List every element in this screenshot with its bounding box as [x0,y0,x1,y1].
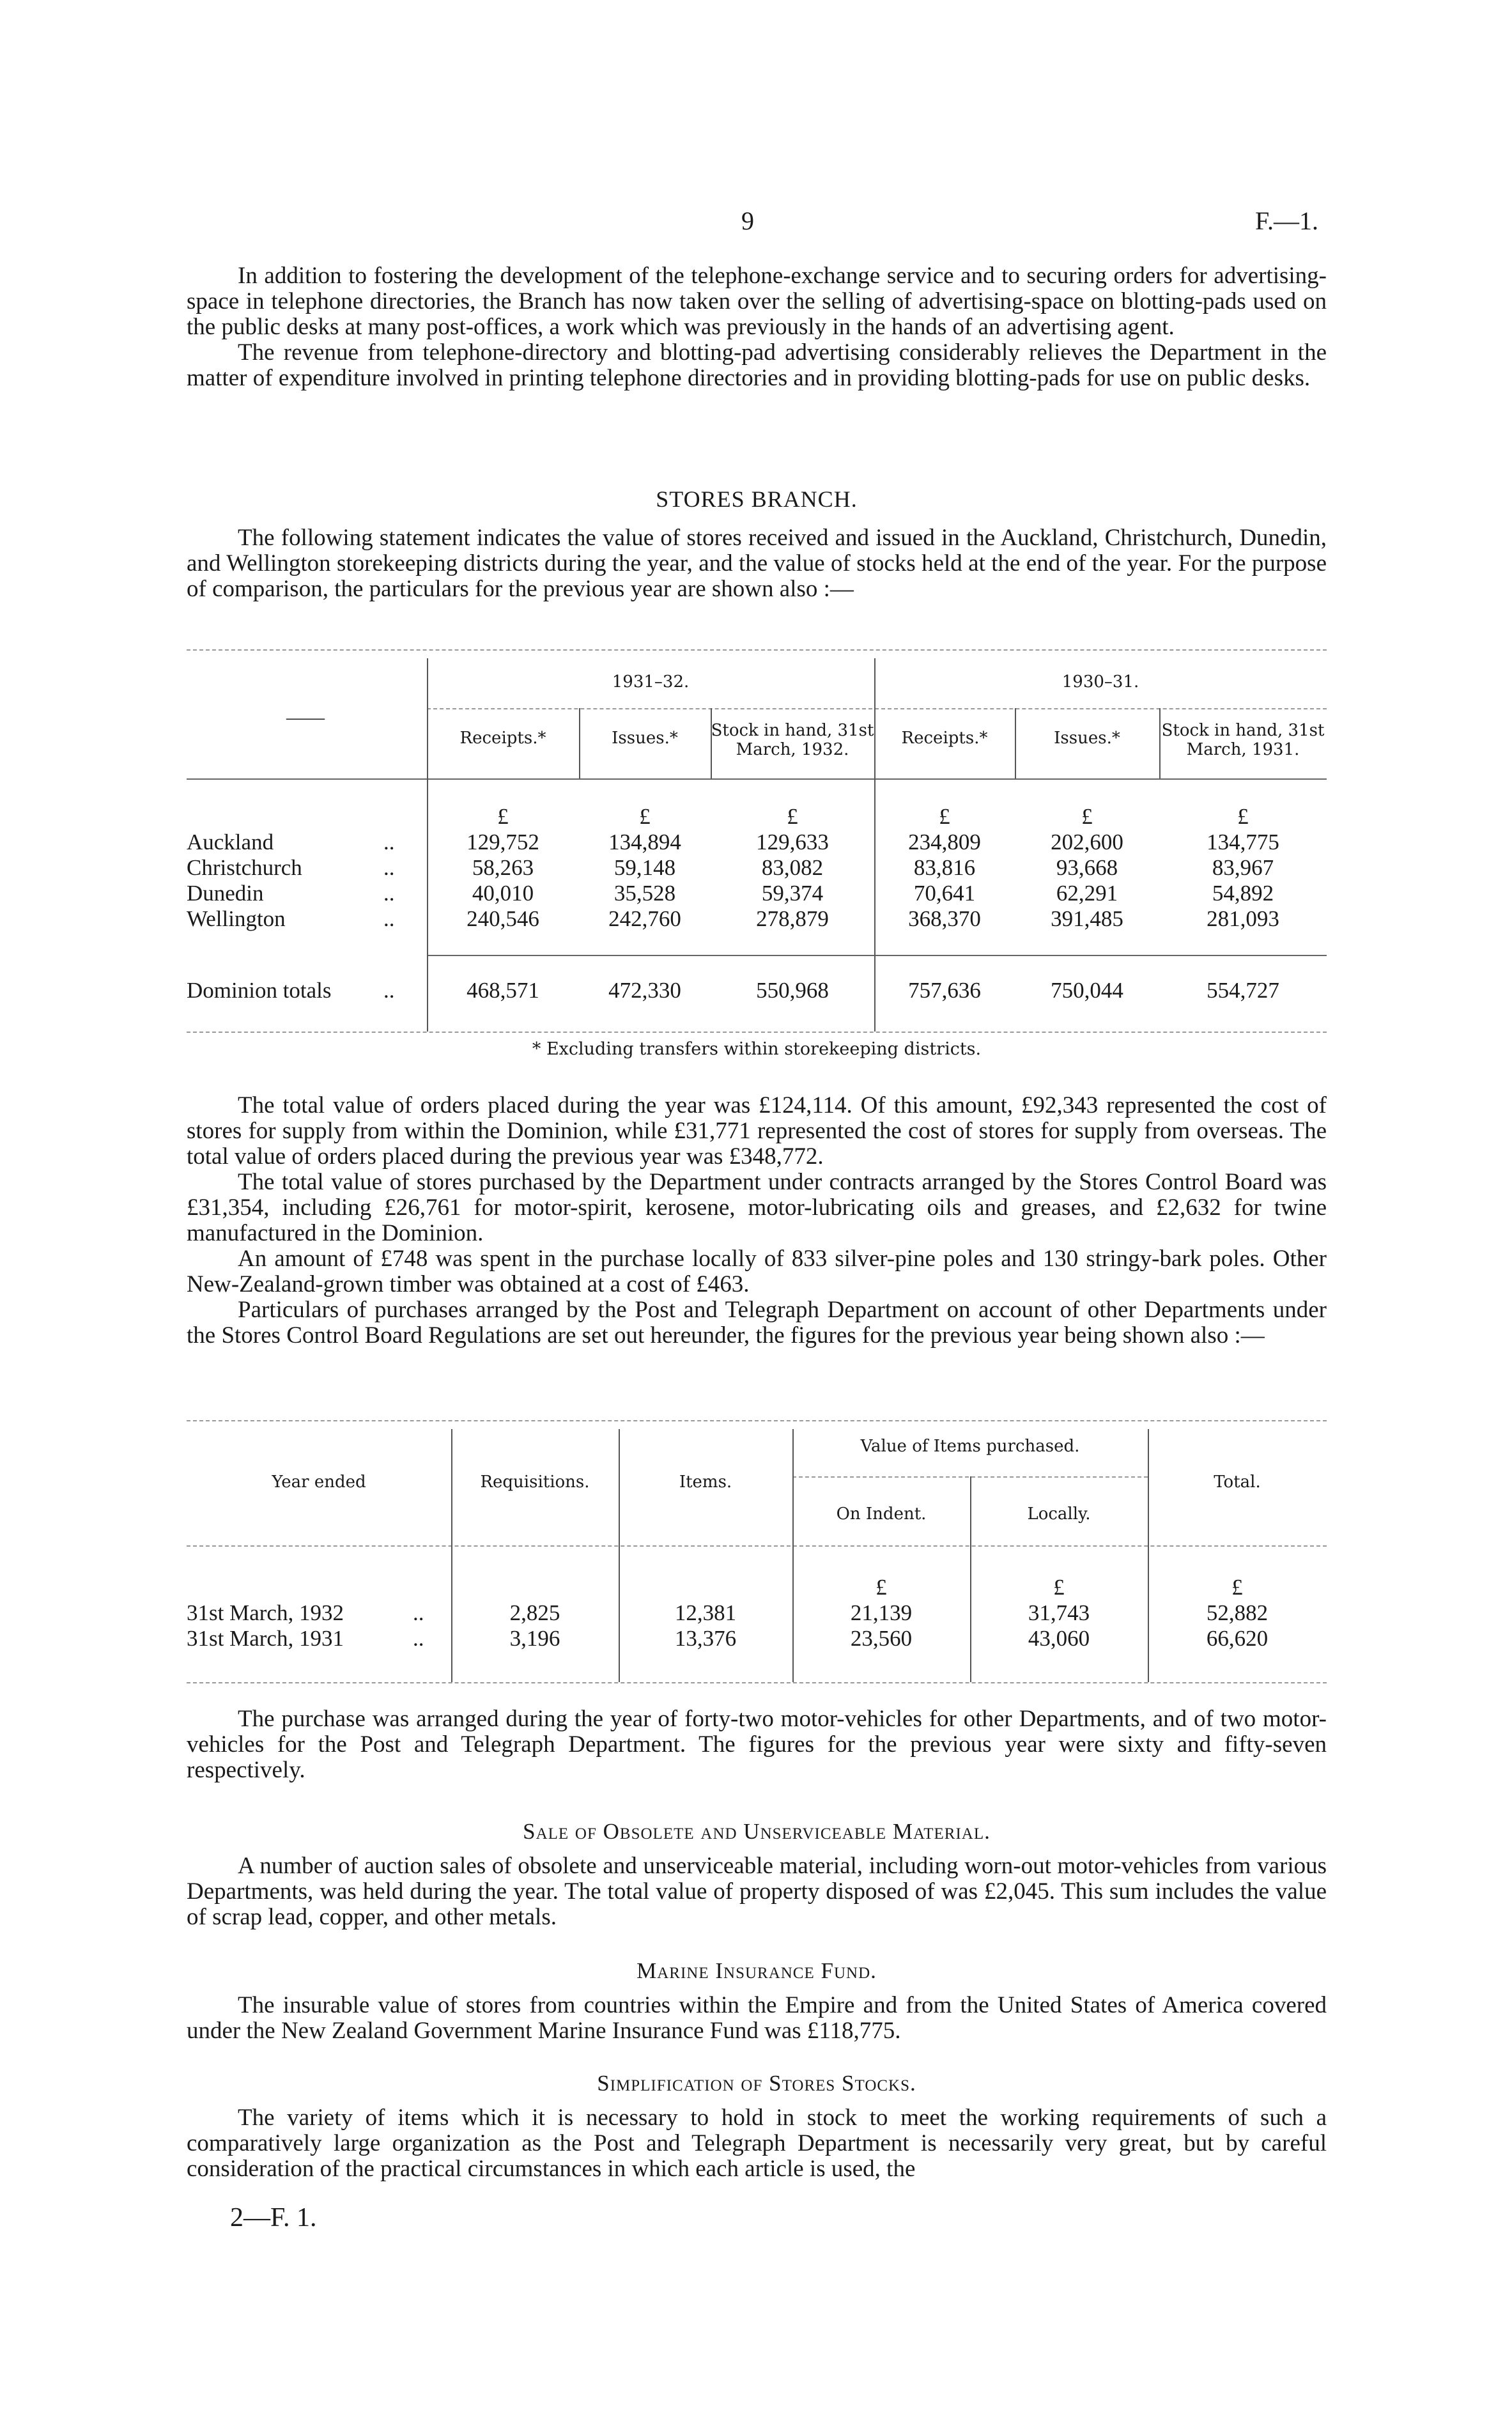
leader-dots: .. [383,881,395,906]
intro-text [187,263,1327,391]
table-row [0,1600,1512,1626]
currency-symbol: £ [787,804,798,829]
orders-paragraph-1: The total value of orders placed during the year was £124,114. Of this amount, £92,343 represented the cost of stores for supply from within the Dominion, while £31,771 represented the cost of stores for supply from overseas. The total value of orders placed during the previous year was £348,772. [187,1092,1327,1170]
sale-text [187,1853,1327,1930]
col-stock-1932: Stock in hand, 31st March, 1932. [711,721,874,759]
vehicles-text [187,1706,1327,1783]
table-row [0,1626,1512,1651]
currency-symbol: £ [1053,1575,1065,1600]
leader-dots: .. [383,830,395,854]
stores-intro [187,525,1327,602]
currency-row [0,1575,1512,1600]
column-rule [451,1429,452,1682]
period-1931-32: 1931–32. [612,672,690,692]
locally-cell: 43,060 [1028,1626,1090,1651]
table-row [0,906,1512,932]
indent-cell: 21,139 [850,1600,913,1625]
table-bottom-rule [187,1032,1327,1033]
total-cell: 66,620 [1206,1626,1269,1651]
leader-dots: .. [383,978,395,1003]
table-top-rule [187,1420,1327,1421]
marine-paragraph: The insurable value of stores from countries within the Empire and from the United States of America covered under the New Zealand Government Marine Insurance Fund was £118,775. [187,1992,1327,2044]
stores-intro-paragraph: The following statement indicates the value of stores received and issued in the Auckland, Christchurch, Dunedin, and Wellington storekeeping districts during the year, and the value of stocks held at the end of the year. For the purpose of comparison, the particulars for the previous year are shown also :— [187,525,1327,602]
col-year-ended: Year ended [272,1473,366,1492]
currency-symbol: £ [876,1575,887,1600]
value-cell: 240,546 [467,906,539,931]
col-on-indent: On Indent. [836,1504,927,1524]
column-rule [711,708,712,778]
currency-symbol: £ [939,804,950,829]
value-cell: 40,010 [472,881,534,906]
items-cell: 12,381 [674,1600,737,1625]
value-cell: 58,263 [472,855,534,880]
sale-heading: Sale of Obsolete and Unserviceable Material. [523,1819,991,1844]
district-label: Auckland [187,830,274,854]
table-row [0,855,1512,881]
value-cell: 202,600 [1051,830,1123,854]
value-cell: 83,082 [761,855,824,880]
orders-text [187,1093,1327,1349]
year-label: 31st March, 1931 [187,1626,344,1651]
col-items: Items. [679,1473,732,1492]
column-rule [1159,708,1161,778]
orders-paragraph-4: Particulars of purchases arranged by the Post and Telegraph Department on account of other Departments under the Stores Control Board Regulations are set out hereunder, the figures for the previous year being shown also :— [187,1297,1327,1349]
doc-reference: F.—1. [1255,206,1319,235]
value-cell: 278,879 [756,906,829,931]
column-rule [619,1429,620,1682]
total-cell: 750,044 [1051,978,1123,1003]
total-cell: 52,882 [1206,1600,1269,1625]
locally-cell: 31,743 [1028,1600,1090,1625]
table-row [0,881,1512,906]
marine-heading: Marine Insurance Fund. [636,1958,877,1983]
vehicles-paragraph: The purchase was arranged during the year of forty-two motor-vehicles for other Departments, and of two motor-vehicles for the Post and Telegraph Department. The figures for the previous year were sixty and fifty-seven respectively. [187,1706,1327,1783]
sale-paragraph: A number of auction sales of obsolete and unserviceable material, including worn-out motor-vehicles from various Departments, was held during the year. The total value of property disposed of was £2,045. This sum includes the value of scrap lead, copper, and other metals. [187,1853,1327,1930]
value-cell: 281,093 [1207,906,1279,931]
value-cell: 134,775 [1207,830,1279,854]
table-top-rule [187,649,1327,651]
totals-rule [427,955,1327,956]
leader-dots: .. [413,1600,424,1625]
value-cell: 70,641 [913,881,976,906]
simplification-heading: Simplification of Stores Stocks. [597,2071,916,2096]
col-stock-1931: Stock in hand, 31st March, 1931. [1161,721,1325,759]
district-label: Wellington [187,906,286,931]
simplification-text [187,2105,1327,2182]
col-value-group: Value of Items purchased. [860,1437,1080,1456]
total-cell: 550,968 [756,978,829,1003]
period-rule [427,708,1327,709]
value-cell: 368,370 [908,906,981,931]
district-label: Dunedin [187,881,264,906]
column-rule [1148,1429,1149,1682]
total-cell: 468,571 [467,978,539,1003]
col-locally: Locally. [1027,1504,1091,1524]
district-label: Christchurch [187,855,302,880]
items-cell: 13,376 [674,1626,737,1651]
currency-symbol: £ [1231,1575,1243,1600]
totals-row [0,978,1512,1003]
currency-symbol: £ [1237,804,1249,829]
currency-symbol: £ [639,804,651,829]
value-cell: 35,528 [613,881,676,906]
col-receipts-1932: Receipts.* [459,729,546,748]
totals-label: Dominion totals [187,978,332,1003]
currency-symbol: £ [1081,804,1093,829]
value-cell: 234,809 [908,830,981,854]
value-cell: 59,148 [613,855,676,880]
orders-paragraph-3: An amount of £748 was spent in the purchase locally of 833 silver-pine poles and 130 stringy-bark poles. Other New-Zealand-grown timber was obtained at a cost of £463. [187,1246,1327,1297]
marine-text [187,1993,1327,2044]
table-footnote: * Excluding transfers within storekeeping districts. [532,1039,982,1059]
year-label: 31st March, 1932 [187,1600,344,1625]
total-cell: 554,727 [1207,978,1279,1003]
value-cell: 54,892 [1212,881,1274,906]
header-bottom-rule [187,1545,1327,1547]
column-rule [970,1476,971,1682]
table-row [0,830,1512,855]
value-cell: 129,633 [756,830,829,854]
indent-cell: 23,560 [850,1626,913,1651]
value-cell: 83,816 [913,855,976,880]
col-issues-1931: Issues.* [1054,729,1120,748]
value-cell: 129,752 [467,830,539,854]
value-cell: 93,668 [1056,855,1118,880]
leader-dots: .. [383,906,395,931]
value-cell: 83,967 [1212,855,1274,880]
requisitions-cell: 3,196 [509,1626,560,1651]
orders-paragraph-2: The total value of stores purchased by the Department under contracts arranged by the Stores Control Board was £31,354, including £26,761 for motor-spirit, kerosene, motor-lubricating oils and greases, and £2,632 for twine manufactured in the Dominion. [187,1169,1327,1246]
column-rule [1015,708,1016,778]
table-bottom-rule [187,1682,1327,1683]
column-rule [874,658,876,1032]
column-rule [579,708,580,778]
stores-heading: STORES BRANCH. [656,486,858,512]
simplification-paragraph: The variety of items which it is necessary to hold in stock to meet the working requirements of such a comparatively large organization as the Post and Telegraph Department is necessarily very great, but by careful consideration of the practical circumstances in which each article is used, the [187,2105,1327,2182]
total-cell: 472,330 [608,978,681,1003]
currency-row [0,804,1512,830]
page-number: 9 [741,206,754,235]
value-cell: 62,291 [1056,881,1118,906]
value-cell: 391,485 [1051,906,1123,931]
period-1930-31: 1930–31. [1061,672,1139,692]
value-cell: 242,760 [608,906,681,931]
column-rule [427,658,428,1032]
stub-blank-marker: —— [286,707,325,728]
col-requisitions: Requisitions. [480,1473,590,1492]
intro-paragraph-1: In addition to fostering the development of the telephone-exchange service and to securing orders for advertising-space in telephone directories, the Branch has now taken over the selling of advertising-space on blotting-pads used on the public desks at many post-offices, a work which was previously in the hands of an advertising agent. [187,263,1327,340]
leader-dots: .. [413,1626,424,1651]
value-cell: 59,374 [761,881,824,906]
col-receipts-1931: Receipts.* [901,729,988,748]
currency-symbol: £ [497,804,509,829]
intro-paragraph-2: The revenue from telephone-directory and blotting-pad advertising considerably relieves the Department in the matter of expenditure involved in printing telephone directories and in providing blotting-pads for use on public desks. [187,339,1327,391]
leader-dots: .. [383,855,395,880]
column-rule [792,1429,794,1682]
signature-marker: 2—F. 1. [230,2203,317,2232]
value-cell: 134,894 [608,830,681,854]
header-bottom-rule [187,778,1327,780]
requisitions-cell: 2,825 [509,1600,560,1625]
col-total: Total. [1214,1473,1261,1492]
col-issues-1932: Issues.* [612,729,678,748]
total-cell: 757,636 [908,978,981,1003]
